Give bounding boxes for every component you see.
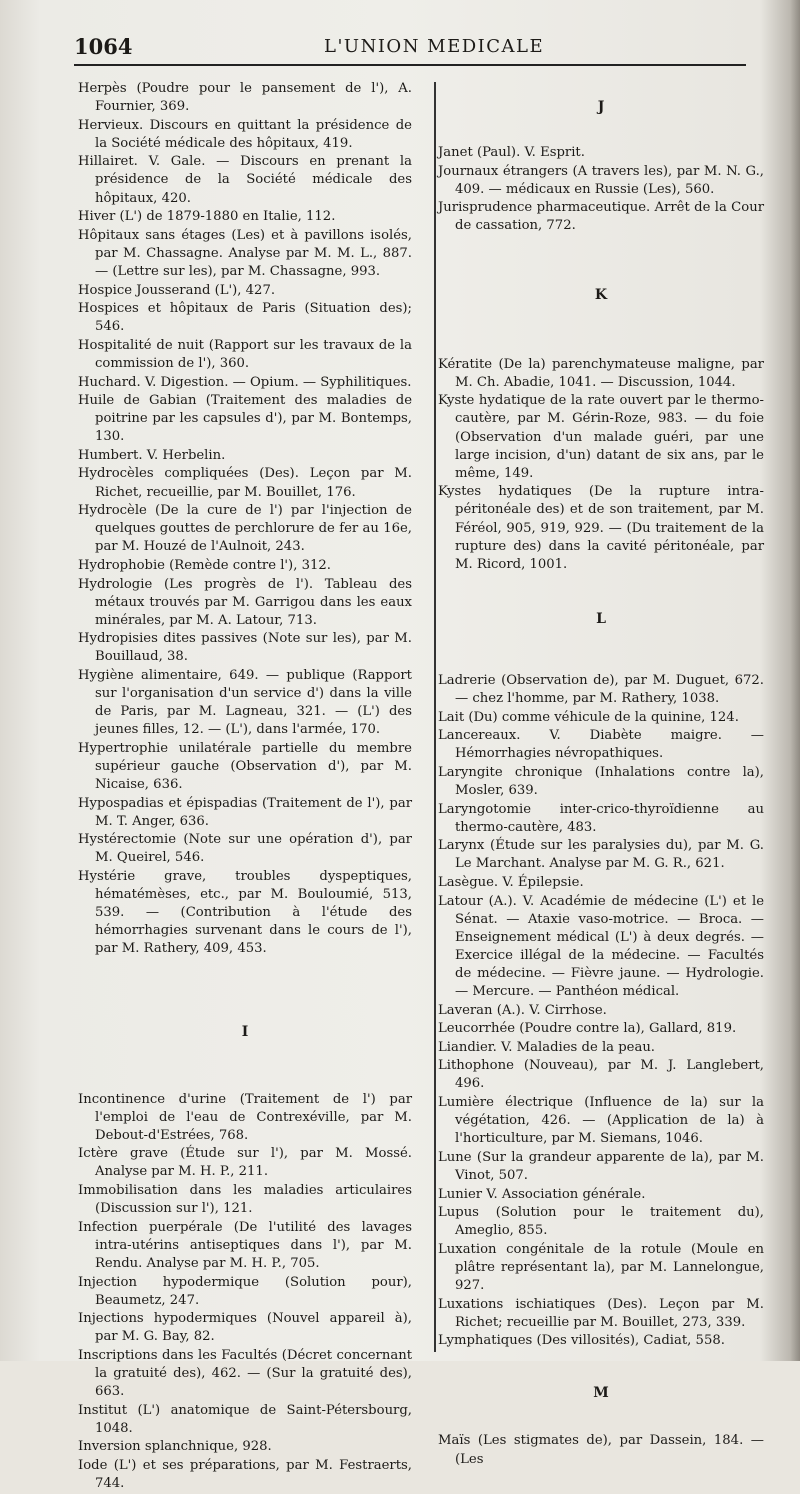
index-entry: Lupus (Solution pour le traitement du), Ameglio, 855. xyxy=(438,1205,764,1239)
index-entry: Hystérectomie (Note sur une opération d'), par M. Queirel, 546. xyxy=(78,832,412,866)
index-entry: Janet (Paul). V. Esprit. xyxy=(438,145,585,161)
index-entry: Kyste hydatique de la rate ouvert par le thermo-cautère, par M. Gérin-Roze, 983. — du foie (Observation d'un malade guéri, par une large incision, d'un) datant de six ans, par le même, 149. xyxy=(438,393,764,481)
index-entry: Laryngite chronique (Inhalations contre la), Mosler, 639. xyxy=(438,764,764,798)
index-entry: Inscriptions dans les Facultés (Décret concernant la gratuité des), 462. — (Sur la gratuité des), 663. xyxy=(78,1347,412,1400)
index-entry: Herpès (Poudre pour le pansement de l'), A. Fournier, 369. xyxy=(78,81,412,115)
page-header xyxy=(74,30,746,64)
index-entry: Latour (A.). V. Académie de médecine (L') et le Sénat. — Ataxie vaso-motrice. — Broca. — Enseignement médical (L') à deux degrés. — Exercice illégal de la médecine. — Facultés de médecine. — Fièvre jaune. — Hydrologie. — Mercure. — Panthéon médical. xyxy=(438,893,764,999)
index-entry: Lune (Sur la grandeur apparente de la), par M. Vinot, 507. xyxy=(438,1149,764,1183)
index-entry: Kératite (De la) parenchymateuse maligne, par M. Ch. Abadie, 1041. — Discussion, 1044. xyxy=(438,356,764,390)
index-entry: Lait (Du) comme véhicule de la quinine, 124. xyxy=(438,709,739,725)
index-entry: Incontinence d'urine (Traitement de l') par l'emploi de l'eau de Contrexéville, par M. Debout-d'Estrées, 768. xyxy=(78,1091,412,1143)
index-section-m xyxy=(438,1432,764,1468)
index-entry: Hydrocèles compliquées (Des). Leçon par M. Richet, recueillie, par M. Bouillet, 176. xyxy=(78,466,412,500)
index-entry: Luxation congénitale de la rotule (Moule en plâtre représentant la), par M. Lannelongue, 927. xyxy=(438,1241,764,1293)
index-entry: Lymphatiques (Des villosités), Cadiat, 558. xyxy=(438,1333,725,1349)
index-entry: Hôpitaux sans étages (Les) et à pavillons isolés, par M. Chassagne. Analyse par M. M. L., 887. — (Lettre sur les), par M. Chassagne, 993. xyxy=(78,227,412,279)
right-column xyxy=(438,80,764,1469)
index-entry: Hervieux. Discours en quittant la présidence de la Société médicale des hôpitaux, 419. xyxy=(78,117,412,151)
index-entry: Lunier V. Association générale. xyxy=(438,1186,646,1202)
index-entry: Hydropisies dites passives (Note sur les), par M. Bouillaud, 38. xyxy=(78,631,412,665)
index-entry: Hydrologie (Les progrès de l'). Tableau des métaux trouvés par M. Garrigou dans les eaux minérales, par M. A. Latour, 713. xyxy=(78,576,412,628)
header-rule xyxy=(74,64,746,66)
index-entry: Injections hypodermiques (Nouvel appareil à), par M. G. Bay, 82. xyxy=(78,1311,412,1345)
index-entry: Inversion splanchnique, 928. xyxy=(78,1439,272,1455)
index-entry: Iode (L') et ses préparations, par M. Festraerts, 744. xyxy=(78,1457,412,1492)
index-entry: Hypospadias et épispadias (Traitement de l'), par M. T. Anger, 636. xyxy=(78,795,412,829)
index-entry: Journaux étrangers (A travers les), par M. N. G., 409. — médicaux en Russie (Les), 560. xyxy=(438,163,764,197)
index-section-j xyxy=(438,144,764,235)
left-column xyxy=(78,80,412,1494)
index-section-h xyxy=(78,80,412,959)
index-entry: Hygiène alimentaire, 649. — publique (Rapport sur l'organisation d'un service d') dans la ville de Paris, par M. Lagneau, 321. — (L') des jeunes filles, 12. — (L'), dans l'armée, 170. xyxy=(78,668,412,738)
index-entry: Jurisprudence pharmaceutique. Arrêt de la Cour de cassation, 772. xyxy=(438,200,764,234)
index-entry: Laryngotomie inter-crico-thyroïdienne au thermo-cautère, 483. xyxy=(438,801,764,835)
index-section-k xyxy=(438,356,764,574)
index-section-i xyxy=(78,1091,412,1494)
index-entry: Hydrocèle (De la cure de l') par l'injection de quelques gouttes de perchlorure de fer au 16e, par M. Houzé de l'Aulnoit, 243. xyxy=(78,503,412,555)
column-divider xyxy=(434,82,436,1352)
section-letter-j: J xyxy=(597,99,605,115)
index-entry: Larynx (Étude sur les paralysies du), par M. G. Le Marchant. Analyse par M. G. R., 621. xyxy=(438,838,764,872)
index-entry: Hiver (L') de 1879-1880 en Italie, 112. xyxy=(78,209,336,225)
section-letter-l: L xyxy=(596,610,606,627)
index-entry: Liandier. V. Maladies de la peau. xyxy=(438,1039,656,1055)
running-title: L'UNION MEDICALE xyxy=(324,36,545,57)
index-entry: Humbert. V. Herbelin. xyxy=(78,447,226,463)
index-entry: Huchard. V. Digestion. — Opium. — Syphilitiques. xyxy=(78,374,412,390)
index-entry: Maïs (Les stigmates de), par Dassein, 184. — (Les xyxy=(438,1433,764,1467)
index-entry: Kystes hydatiques (De la rupture intra-péritonéale des) et de son traitement, par M. Féréol, 905, 919, 929. — (Du traitement de la rupture des) dans la cavité péritonéale, par M. Ricord, 1001. xyxy=(438,484,764,572)
index-entry: Injection hypodermique (Solution pour), Beaumetz, 247. xyxy=(78,1274,412,1308)
index-entry: Leucorrhée (Poudre contre la), Gallard, 819. xyxy=(438,1021,737,1037)
index-entry: Infection puerpérale (De l'utilité des lavages intra-utérins antiseptiques dans l'), par M. Rendu. Analyse par M. H. P., 705. xyxy=(78,1219,412,1271)
page-number: 1064 xyxy=(74,34,133,59)
index-entry: Lithophone (Nouveau), par M. J. Langlebert, 496. xyxy=(438,1058,764,1092)
section-letter-i: I xyxy=(241,1023,249,1040)
index-entry: Hospice Jousserand (L'), 427. xyxy=(78,282,276,298)
index-entry: Hospitalité de nuit (Rapport sur les travaux de la commission de l'), 360. xyxy=(78,337,412,371)
section-letter-m: M xyxy=(593,1385,609,1402)
index-entry: Ictère grave (Étude sur l'), par M. Mossé. Analyse par M. H. P., 211. xyxy=(78,1146,412,1180)
index-entry: Institut (L') anatomique de Saint-Pétersbourg, 1048. xyxy=(78,1402,412,1436)
index-entry: Hypertrophie unilatérale partielle du membre supérieur gauche (Observation d'), par M. Nicaise, 636. xyxy=(78,740,412,793)
section-letter-k: K xyxy=(594,286,608,303)
index-entry: Lancereaux. V. Diabète maigre. — Hémorrhagies névropathiques. xyxy=(438,728,764,762)
index-entry: Hillairet. V. Gale. — Discours en prenant la présidence de la Société médicale des hôpitaux, 420. xyxy=(78,154,412,206)
index-entry: Immobilisation dans les maladies articulaires (Discussion sur l'), 121. xyxy=(78,1183,412,1217)
index-section-l xyxy=(438,672,764,1350)
index-entry: Lasègue. V. Épilepsie. xyxy=(438,874,584,890)
index-entry: Hystérie grave, troubles dyspeptiques, hématémèses, etc., par M. Bouloumié, 513, 539. — (Contribution à l'étude des hémorrhagies survenant dans le cours de l'), par M. Rathery, 409, 453. xyxy=(78,869,412,957)
index-entry: Hydrophobie (Remède contre l'), 312. xyxy=(78,557,331,573)
index-entry: Lumière électrique (Influence de la) sur la végétation, 426. — (Application de la) à l'horticulture, par M. Siemans, 1046. xyxy=(438,1095,764,1147)
index-entry: Laveran (A.). V. Cirrhose. xyxy=(438,1002,607,1018)
index-entry: Ladrerie (Observation de), par M. Duguet, 672. — chez l'homme, par M. Rathery, 1038. xyxy=(438,672,764,706)
index-entry: Hospices et hôpitaux de Paris (Situation des); 546. xyxy=(78,301,412,335)
index-entry: Luxations ischiatiques (Des). Leçon par M. Richet; recueillie par M. Bouillet, 273, 339. xyxy=(438,1296,764,1330)
index-entry: Huile de Gabian (Traitement des maladies de poitrine par les capsules d'), par M. Bontemps, 130. xyxy=(78,393,412,445)
